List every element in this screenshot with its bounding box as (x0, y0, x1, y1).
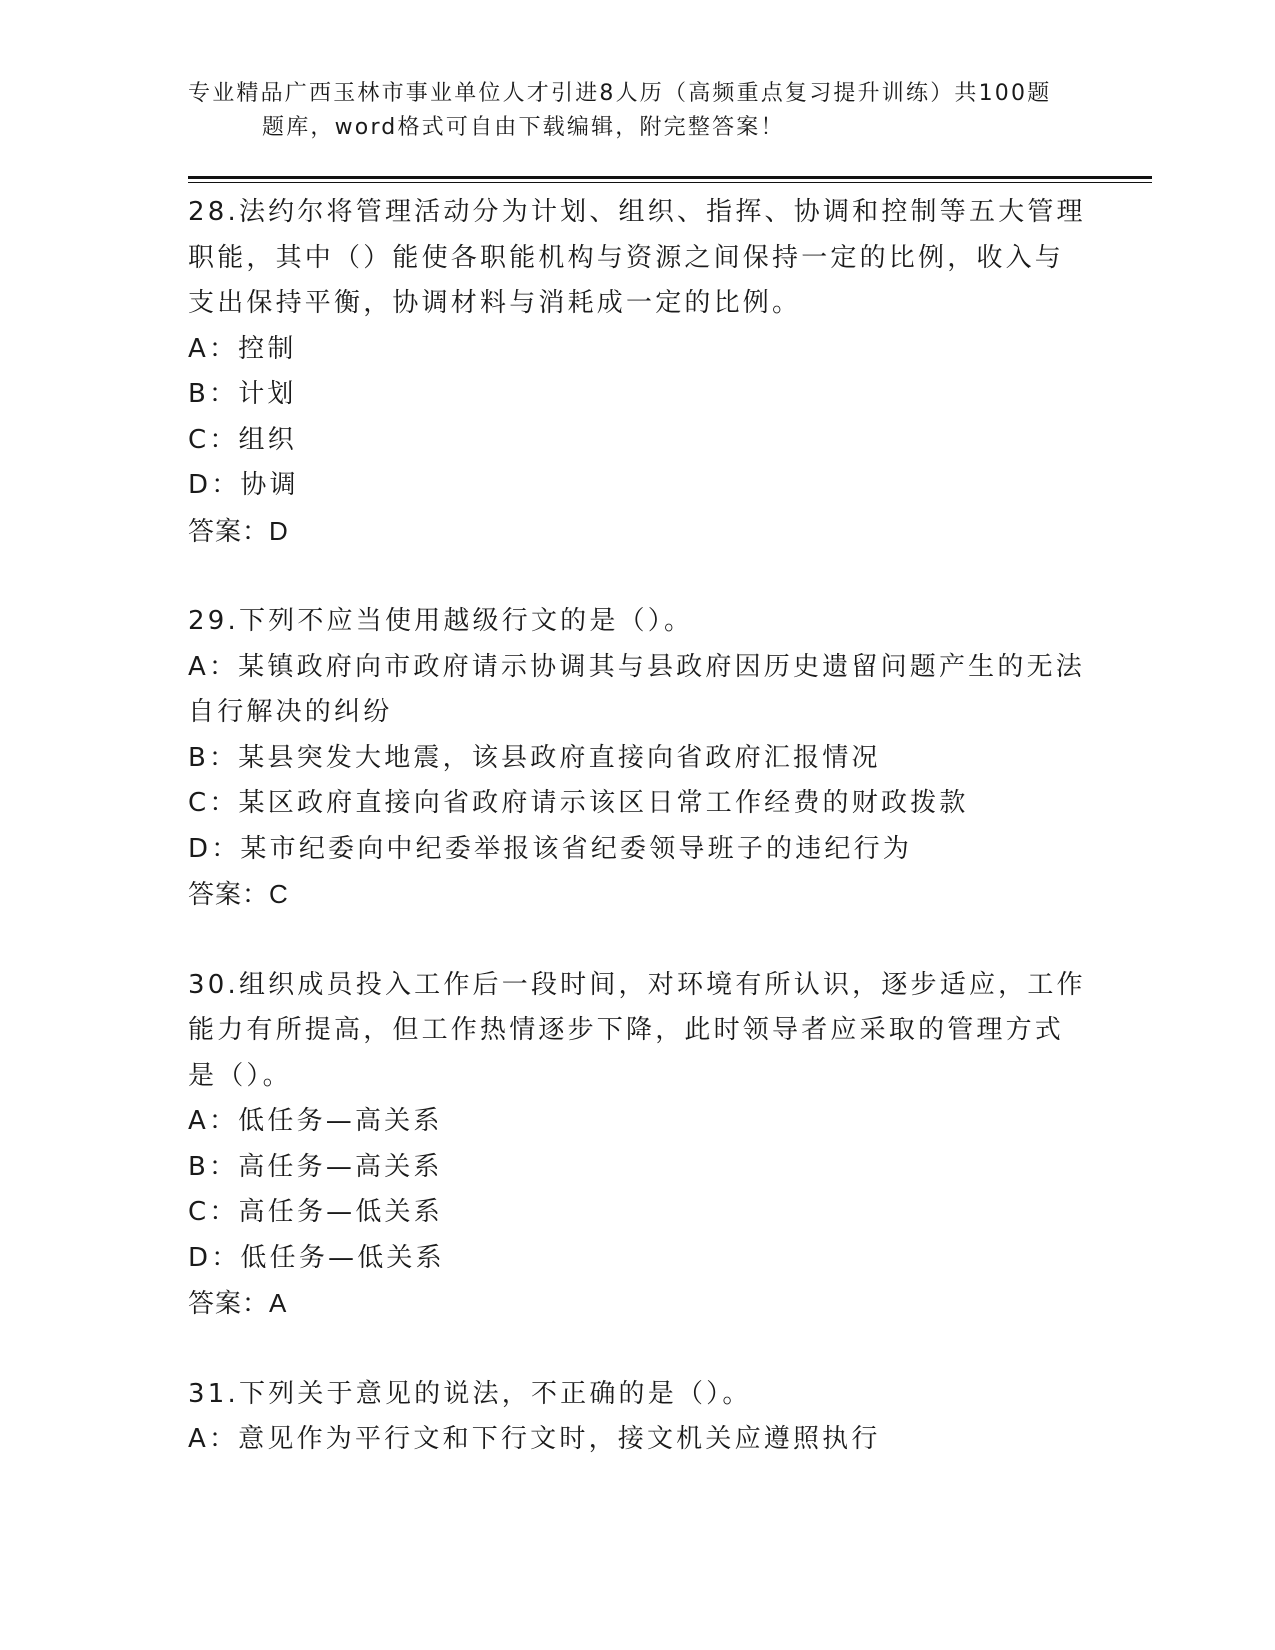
question-spacer (188, 918, 1088, 963)
header-divider-thin (188, 182, 1152, 183)
question-stem-line: 30.组织成员投入工作后一段时间，对环境有所认识，逐步适应，工作 (188, 969, 1086, 1000)
option-d: D：某市纪委向中纪委举报该省纪委领导班子的违纪行为 (188, 833, 913, 864)
question-stem-line: 是（）。 (188, 1060, 292, 1091)
question-30 (188, 963, 1088, 1327)
option-c: C：某区政府直接向省政府请示该区日常工作经费的财政拨款 (188, 788, 969, 818)
question-stem-line: 28.法约尔将管理活动分为计划、组织、指挥、协调和控制等五大管理 (188, 197, 1086, 227)
question-spacer (188, 554, 1088, 599)
question-spacer (188, 1327, 1088, 1372)
question-stem-line: 29.下列不应当使用越级行文的是（）。 (188, 606, 694, 636)
question-stem-line: 职能，其中（）能使各职能机构与资源之间保持一定的比例，收入与 (188, 242, 1065, 273)
option-a: A：意见作为平行文和下行文时，接文机关应遵照执行 (188, 1424, 881, 1454)
question-28 (188, 190, 1088, 554)
option-a-continued: 自行解决的纠纷 (188, 697, 393, 727)
question-stem-line: 能力有所提高，但工作热情逐步下降，此时领导者应采取的管理方式 (188, 1015, 1065, 1045)
header-title-line1: 专业精品广西玉林市事业单位人才引进8人历（高频重点复习提升训练）共100题 (188, 81, 1052, 106)
answer-line: 答案：D (188, 515, 289, 546)
option-c: C：组织 (188, 424, 297, 455)
option-a: A：控制 (188, 333, 297, 364)
question-stem-line: 31.下列关于意见的说法，不正确的是（）。 (188, 1378, 752, 1409)
option-d: D：协调 (188, 470, 299, 500)
header-divider-thick (188, 176, 1152, 179)
answer-line: 答案：C (188, 879, 289, 909)
option-a: A：低任务—高关系 (188, 1106, 443, 1136)
option-d: D：低任务—低关系 (188, 1242, 445, 1273)
option-a: A：某镇政府向市政府请示协调其与县政府因历史遗留问题产生的无法 (188, 651, 1085, 682)
option-b: B：高任务—高关系 (188, 1151, 443, 1182)
option-b: B：计划 (188, 379, 297, 409)
option-c: C：高任务—低关系 (188, 1197, 443, 1227)
option-b: B：某县突发大地震，该县政府直接向省政府汇报情况 (188, 742, 881, 773)
question-stem-line: 支出保持平衡，协调材料与消耗成一定的比例。 (188, 288, 802, 318)
question-31 (188, 1372, 1088, 1463)
question-list (188, 190, 1088, 1463)
answer-line: 答案：A (188, 1288, 288, 1318)
question-29 (188, 599, 1088, 918)
header-title-line2: 题库，word格式可自由下载编辑，附完整答案！ (262, 115, 785, 140)
